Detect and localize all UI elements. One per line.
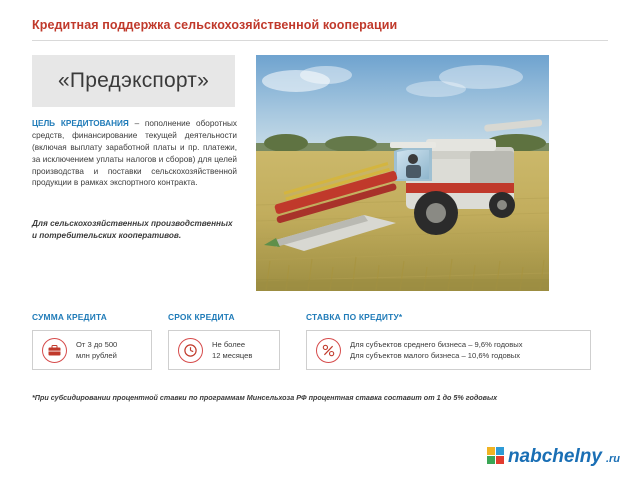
feature-rate-title: СТАВКА ПО КРЕДИТУ*	[306, 312, 403, 322]
goal-paragraph	[32, 118, 237, 189]
target-audience-note: Для сельскохозяйственных производственных и потребительских кооперативов.	[32, 219, 233, 241]
feature-amount-box	[32, 330, 152, 370]
title-divider	[32, 40, 608, 41]
feature-amount-text: От 3 до 500 млн рублей	[76, 340, 118, 360]
footnote: *При субсидировании процентной ставки по программам Минсельхоза РФ процентная ставка составит от 1 до 5% годовых	[32, 393, 498, 402]
feature-term-text: Не более 12 месяцев	[212, 340, 253, 360]
feature-credit-term	[168, 312, 280, 370]
logo-tld: .ru	[605, 453, 620, 465]
product-name: «Предэкспорт»	[58, 69, 209, 92]
site-logo[interactable]	[487, 447, 620, 466]
goal-text: – пополнение оборотных средств, финансирование текущей деятельности (включая выплату заработной платы и пр. платежи, за исключением уплаты налогов и сборов) для целей производства и поставки сельскохозяйственной продукции в рамках экспортного контракта.	[32, 119, 237, 188]
feature-term-box	[168, 330, 280, 370]
feature-rate-box	[306, 330, 591, 370]
page-title: Кредитная поддержка сельскохозяйственной кооперации	[32, 18, 398, 32]
briefcase-icon	[42, 338, 67, 363]
feature-amount-title: СУММА КРЕДИТА	[32, 312, 107, 322]
product-name-block	[32, 55, 235, 107]
combine-harvester-photo	[256, 55, 549, 291]
feature-credit-rate	[306, 312, 591, 370]
feature-term-title: СРОК КРЕДИТА	[168, 312, 235, 322]
goal-label: ЦЕЛЬ КРЕДИТОВАНИЯ	[32, 119, 129, 128]
feature-credit-amount	[32, 312, 152, 370]
percent-icon	[316, 338, 341, 363]
logo-name: nabchelny	[507, 446, 602, 467]
feature-rate-text: Для субъектов среднего бизнеса – 9,6% годовых Для субъектов малого бизнеса – 10,6% годовых	[350, 340, 523, 360]
logo-mark-icon	[487, 447, 504, 464]
clock-icon	[178, 338, 203, 363]
